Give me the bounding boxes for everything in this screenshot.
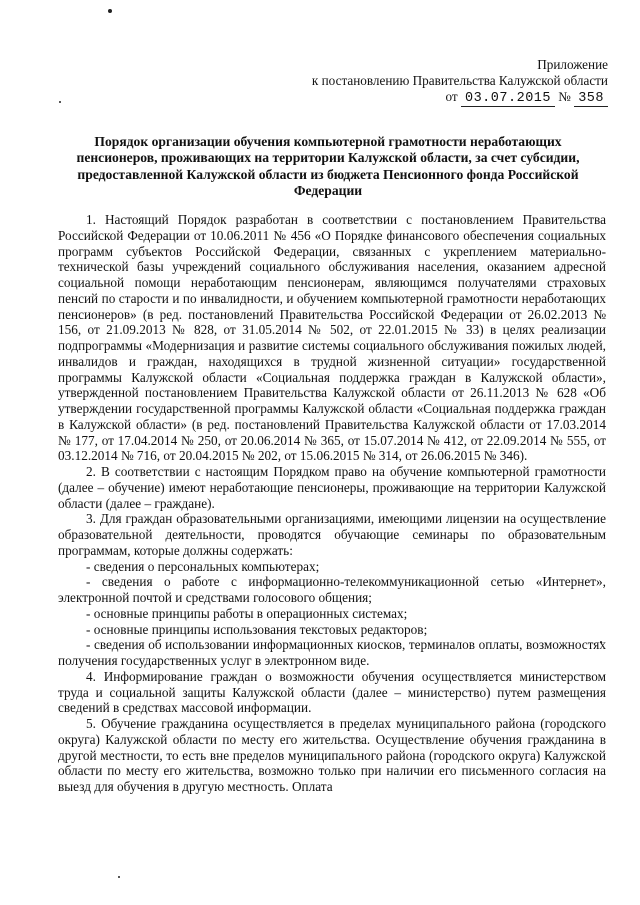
paragraph-3: 3. Для граждан образовательными организациями, имеющими лицензии на осуществление образовательной деятельности, проводятся обучающие семинары по образовательным программам, которые должны содержать: <box>58 511 606 558</box>
list-item: - основные принципы использования текстовых редакторов; <box>86 621 428 637</box>
date-prefix: от <box>445 89 458 104</box>
paragraph-4: 4. Информирование граждан о возможности обучения осуществляется министерством труда и социальной защиты Калужской области (далее – министерство) путем размещения сведений в средствах массовой информации. <box>58 668 606 716</box>
document-title: Порядок организации обучения компьютерной грамотности неработающих пенсионеров, проживающих на территории Калужской области, за счет субсидии, предоставленной Калужской области из бюджета Пенсионного фонда Российской Федерации <box>76 134 580 199</box>
paragraph-1: 1. Настоящий Порядок разработан в соответствии с постановлением Правительства Российской Федерации от 10.06.2011 № 456 «О Порядке финансового обеспечения социальных программ субъектов Российской Федерации, связанных с укреплением материально-технической базы учреждений социального обслуживания населения, оказанием адресной социальной помощи неработающим пенсионерам, являющимся получателями страховых пенсий по старости и по инвалидности, и обучением компьютерной грамотности неработающих пенсионеров» (в ред. постановлений Правительства Российской Федерации от 26.02.2013 № 156, от 21.09.2013 № 828, от 31.05.2014 № 502, от 22.01.2015 № 33) в целях реализации подпрограммы «Модернизация и развитие системы социального обслуживания пожилых людей, инвалидов и граждан, находящихся в трудной жизненной ситуации» государственной программы Калужской области «Социальная поддержка граждан в Калужской области», утвержденной постановлением Правительства Калужской области от 26.11.2013 № 628 «Об утверждении государственной программы Калужской области «Социальная поддержка граждан в Калужской области» (в ред. постановлений Правительства Калужской области от 17.03.2014 № 177, от 17.04.2014 № 250, от 20.06.2014 № 365, от 15.07.2014 № 412, от 22.09.2014 № 555, от 03.12.2014 № 716, от 20.04.2015 № 202, от 15.06.2015 № 314, от 26.06.2015 № 346). <box>58 212 606 464</box>
decree-date: 03.07.2015 <box>461 91 555 107</box>
decree-number: 358 <box>574 91 608 107</box>
scan-speck <box>108 9 112 13</box>
paragraph-2: 2. В соответствии с настоящим Порядком право на обучение компьютерной грамотности (далее – обучение) имеют неработающие пенсионеры, проживающие на территории Калужской области (далее – граждане). <box>58 464 606 511</box>
number-sign: № <box>558 89 571 104</box>
appendix-label: Приложение <box>537 57 608 72</box>
appendix-header <box>312 57 608 107</box>
list-item: - основные принципы работы в операционных системах; <box>86 605 408 621</box>
list-item: - сведения о персональных компьютерах; <box>86 558 320 574</box>
appendix-date-number <box>312 89 608 107</box>
document-body <box>58 212 606 795</box>
appendix-decree-line: к постановлению Правительства Калужской области <box>311 73 608 88</box>
scan-speck <box>118 876 120 878</box>
paragraph-5: 5. Обучение гражданина осуществляется в пределах муниципального района (городского округа) Калужской области по месту его жительства. Осуществление обучения гражданина в другой местности, то есть вне пределов муниципального района (городского округа) Калужской области по месту его жительства, возможно только при наличии его письменного согласия на выезд для обучения в другую местность. Оплата <box>58 716 606 794</box>
list-item: - сведения об использовании информационных киосков, терминалов оплаты, возможностях получения государственных услуг в электронном виде. <box>58 637 606 668</box>
scan-speck <box>59 101 61 103</box>
list-item: - сведения о работе с информационно-телекоммуникационной сетью «Интернет», электронной почтой и средствами голосового общения; <box>58 574 606 605</box>
